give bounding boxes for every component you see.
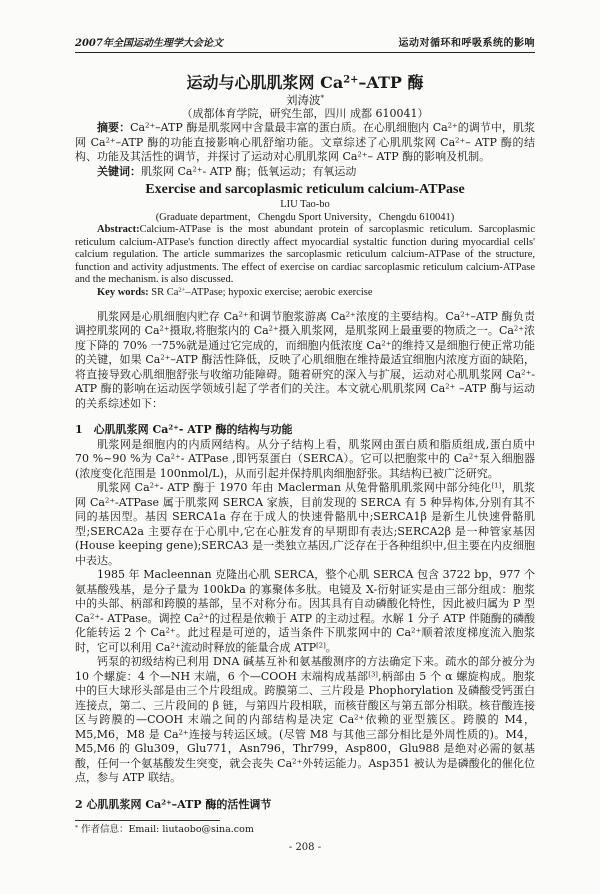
abstract-en-label: Abstract: bbox=[97, 224, 140, 235]
section-1-heading: 1 心肌肌浆网 $Ca^{2+}-$ ATP 酶的结构与功能 bbox=[75, 423, 293, 437]
body-paragraph: 肌浆网 $Ca^{2+}-$ ATP 酶于 1970 年由 Maclerman 从兔骨骼肌肌浆网中部分纯化[1]，肌浆网 $Ca^{2+}$-ATPase 属于肌浆网 SERCA 家族，目前发现的 SERCA 有 5 种异构体,分别有其不同的基因型。基因 SERCA1a 存在于成人的快速骨骼肌中;SERCA1β 是新生儿快速骨骼肌型;SERCA2a 主要存在于心肌中,它在心脏发育的早期即有表达;SERCA2β 是一种管家基因(House keeping gene);SERCA3 是一类独立基因,广泛存在于各种组织中,但主要在内皮细胞中表达。 bbox=[75, 481, 535, 567]
intro-paragraph: 肌浆网是心肌细胞内贮存 $Ca^{2+}$和调节胞浆游离 $Ca^{2+}$浓度的主要结构。$Ca^{2+}$–ATP 酶负责调控肌浆网的 $Ca^{2+}$摄取,将胞浆内的 $Ca^{2+}$摄入肌浆网，是肌浆网上最重要的物质之一。$Ca^{2+}$浓度下降的 70% 一75%就是通过它完成的，而细胞内低浓度 $Ca^{2+}$的维持又是细胞行使正常功能的关键，如果 $Ca^{2+}$–ATP 酶活性降低，反映了心肌细胞在维持最适宜细胞内浓度方面的缺陷，将直接导致心肌细胞舒张与收缩功能障碍。随着研究的深入与扩展，运动对心肌肌浆网 $Ca^{2+}-$ ATP 酶的影响在运动医学领域引起了学者们的关注。本文就心肌肌浆网 $Ca^{2+}$ –ATP 酶与运动的关系综述如下： bbox=[75, 309, 535, 410]
paper-title: 运动与心肌肌浆网 $Ca^{2+}$–ATP 酶 bbox=[186, 73, 424, 92]
body-paragraph: 肌浆网是细胞内的内质网结构。从分子结构上看，肌浆网由蛋白质和脂质组成,蛋白质中 70 %~90 %为 $Ca^{2+}-$ ATPase ,即钙泵蛋白（SERCA）。它可以把胞浆中的 $Ca^{2+}$泵入细胞器(浓度变化范围是 100nmol/L)，从而引起并保持肌肉细胞舒张。其结构已被广泛研究。 bbox=[75, 437, 535, 480]
abstract-cn bbox=[75, 121, 535, 179]
body-paragraph: 钙泵的初级结构已利用 DNA 碱基互补和氨基酸测序的方法确定下来。疏水的部分被分为 10 个螺旋：4 个—NH 末端，6 个—COOH 末端构成基部[3],柄部由 5 个 α 螺旋构成。胞浆中的巨大球形头部是由三个片段组成。跨膜第二、三片段是 Phophorylation 及磷酸受钙蛋白连接点，第二、三片段间的 β 链，与第四片段相联，而核苷酸区与第五部分相联。核苷酸连接区与跨膜的—COOH 末端之间的内部结构是决定 $Ca^{2+}$依赖的亚型簇区。跨膜的 M4，M5,M6，M8 是 $Ca^{2+}$连接与转运区域。(尽管 M8 与其他三部分相比是外周性质的)。M4，M5,M6 的 Glu309，Glu771，Asn796，Thr799，Asp800，Glu988 是绝对必需的氨基酸，任何一个氨基酸发生突变，就会丧失 $Ca^{2+}$外转运能力。Asp351 被认为是磷酸化的催化位点，参与 ATP 联结。 bbox=[75, 655, 536, 785]
abstract-en-text: Calcium-ATPase is the most abundant protein of sarcoplasmic reticulum. Sarcoplasmic reticulum calcium-ATPase's function directly affect myocardial systaltic function during myocardial cells' calcium regulation. The article summarizes the sarcoplasmic reticulum calcium-ATPase of the structure, function and activity adjustments. The effect of exercise on cardiac sarcoplasmic reticulum calcium-ATPase and the mechanism. is also discussed. bbox=[75, 224, 535, 286]
abstract-cn-label: 摘要： bbox=[97, 121, 131, 134]
footnote-rule bbox=[75, 820, 220, 821]
running-header bbox=[75, 37, 535, 53]
section-2-heading: 2 心肌肌浆网 $Ca^{2+}$–ATP 酶的活性调节 bbox=[75, 797, 272, 811]
header-section: 运动对循环和呼吸系统的影响 bbox=[398, 38, 535, 49]
keywords-cn-label: 关键词： bbox=[97, 164, 141, 178]
page-number: - 208 - bbox=[288, 842, 322, 854]
keywords-en: SR $Ca^{2+}$–ATPase; hypoxic exercise; aerobic exercise bbox=[148, 286, 373, 298]
header-conference: 2007年全国运动生理学大会论文 bbox=[75, 38, 223, 49]
affiliation: （成都体育学院，研究生部，四川 成都 610041） bbox=[181, 107, 429, 120]
author: 刘涛波* bbox=[285, 93, 325, 107]
page-column bbox=[75, 0, 535, 894]
body-paragraph: 1985 年 Macleennan 克隆出心肌 SERCA，整个心肌 SERCA 包含 3722 bp，977 个氨基酸残基，是分子量为 100kDa 的寡聚体多肽。电镜及 X-衍射证实是由三部分组成：胞浆中的头部、柄部和跨膜的基部，呈不对称分布。因其具有自动磷酸化特性，因此被归属为 P 型 $Ca^{2+}-$ ATPase。调控 $Ca^{2+}$的过程是依赖于 ATP 的主动过程。水解 1 分子 ATP 伴随酶的磷酸化能转运 2 个 $Ca^{2+}$。此过程是可逆的，适当条件下肌浆网中的 $Ca^{2+}$顺着浓度梯度流入胞浆时，它可以利用 $Ca^{2+}$流动时释放的能量合成 ATP[2]。 bbox=[75, 568, 536, 654]
keywords-cn: 肌浆网 $Ca^{2+}-$ ATP 酶；低氧运动；有氧运动 bbox=[141, 164, 357, 178]
english-author: LIU Tao-bo bbox=[280, 199, 330, 210]
abstract-en bbox=[75, 224, 535, 300]
body-text bbox=[75, 310, 535, 813]
english-affiliation: (Graduate department，Chengdu Sport University，Chengdu 610041) bbox=[155, 212, 455, 223]
footnote-author-email: * 作者信息：Email: liutaobo@sina.com bbox=[75, 824, 254, 836]
abstract-cn-text: $Ca^{2+}$–ATP 酶是肌浆网中含量最丰富的蛋白质。在心肌细胞内 $Ca^{2+}$的调节中，肌浆网 $Ca^{2+}$–ATP 酶的功能直接影响心肌舒缩功能。文章综述了心肌肌浆网 $Ca^{2+}-$ ATP 酶的结构、功能及其活性的调节，并探讨了运动对心肌肌浆网 $Ca^{2+}-$ ATP 酶的影响及机制。 bbox=[75, 121, 536, 163]
keywords-en-label: Key words: bbox=[97, 286, 149, 298]
english-title: Exercise and sarcoplasmic reticulum calcium-ATPase bbox=[145, 182, 465, 197]
